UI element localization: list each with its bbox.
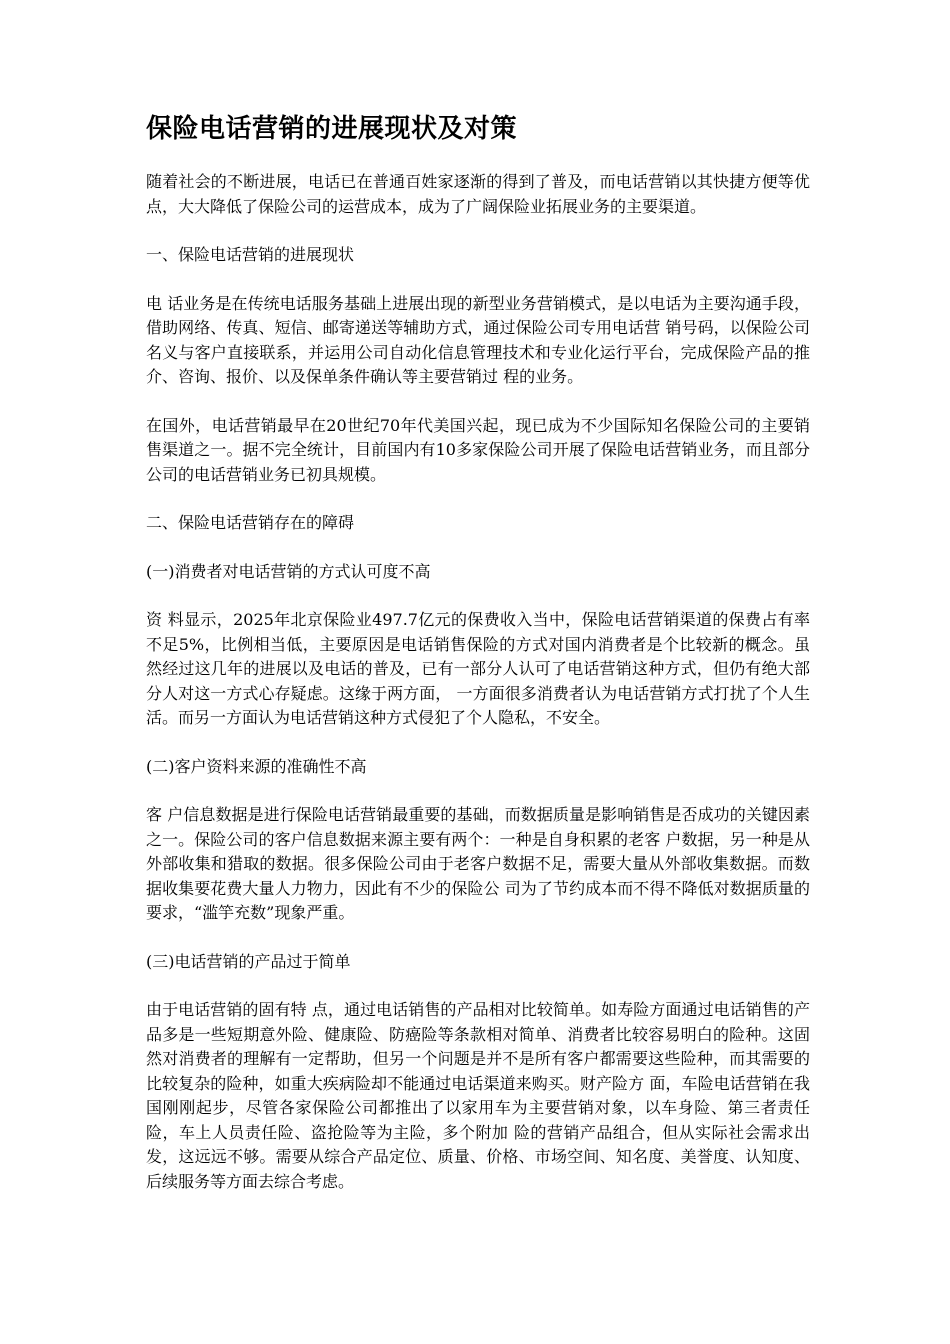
article xyxy=(146,112,810,1218)
subsection3-paragraph: 由于电话营销的固有特 点，通过电话销售的产品相对比较简单。如寿险方面通过电话销售的产品多是一些短期意外险、健康险、防癌险等条款相对简单、消费者比较容易明白的险种。这固 然对消费者的理解有一定帮助，但另一个问题是并不是所有客户都需要这些险种，而其需要的比较复杂的险种，如重大疾病险却不能通过电话渠道来购买。财产险方 面，车险电话营销在我国刚刚起步，尽管各家保险公司都推出了以家用车为主要营销对象，以车身险、第三者责任险，车上人员责任险、盗抢险等为主险，多个附加 险的营销产品组合，但从实际社会需求出发，这远远不够。需要从综合产品定位、质量、价格、市场空间、知名度、美誉度、认知度、后续服务等方面去综合考虑。 xyxy=(146,1000,810,1191)
subsection-heading-1: (一)消费者对电话营销的方式认可度不高 xyxy=(146,561,431,581)
section-heading-2: 二、保险电话营销存在的障碍 xyxy=(146,513,355,532)
intro-paragraph: 随着社会的不断进展，电话已在普通百姓家逐渐的得到了普及，而电话营销以其快捷方便等优点，大大降低了保险公司的运营成本，成为了广阔保险业拓展业务的主要渠道。 xyxy=(146,172,810,216)
subsection-heading-2: (二)客户资料来源的准确性不高 xyxy=(146,756,367,776)
section1-paragraph-2: 在国外，电话营销最早在20世纪70年代美国兴起，现已成为不少国际知名保险公司的主要销售渠道之一。据不完全统计，目前国内有10多家保险公司开展了保险电话营销业务，而且部分公司的电话营销业务已初具规模。 xyxy=(146,415,810,484)
page-title: 保险电话营销的进展现状及对策 xyxy=(146,114,518,144)
section-heading-1: 一、保险电话营销的进展现状 xyxy=(146,245,355,264)
subsection-heading-3: (三)电话营销的产品过于简单 xyxy=(146,951,351,971)
subsection1-paragraph: 资 料显示，2025年北京保险业497.7亿元的保费收入当中，保险电话营销渠道的保费占有率不足5%，比例相当低，主要原因是电话销售保险的方式对国内消费者是个比较新的概念。虽然经过这几年的进展以及电话的普及，已有一部分人认可了电话营销这种方式，但仍有绝大部分人对这一方式心存疑虑。这缘于两方面， 一方面很多消费者认为电话营销方式打扰了个人生活。而另一方面认为电话营销这种方式侵犯了个人隐私，不安全。 xyxy=(146,610,810,727)
subsection2-paragraph: 客 户信息数据是进行保险电话营销最重要的基础，而数据质量是影响销售是否成功的关键因素之一。保险公司的客户信息数据来源主要有两个：一种是自身积累的老客 户数据，另一种是从外部收集和猎取的数据。很多保险公司由于老客户数据不足，需要大量从外部收集数据。而数据收集要花费大量人力物力，因此有不少的保险公 司为了节约成本而不得不降低对数据质量的要求，“滥竽充数”现象严重。 xyxy=(146,805,810,922)
section1-paragraph-1: 电 话业务是在传统电话服务基础上进展出现的新型业务营销模式，是以电话为主要沟通手段，借助网络、传真、短信、邮寄递送等辅助方式，通过保险公司专用电话营 销号码，以保险公司名义与客户直接联系，并运用公司自动化信息管理技术和专业化运行平台，完成保险产品的推介、咨询、报价、以及保单条件确认等主要营销过 程的业务。 xyxy=(146,293,810,386)
